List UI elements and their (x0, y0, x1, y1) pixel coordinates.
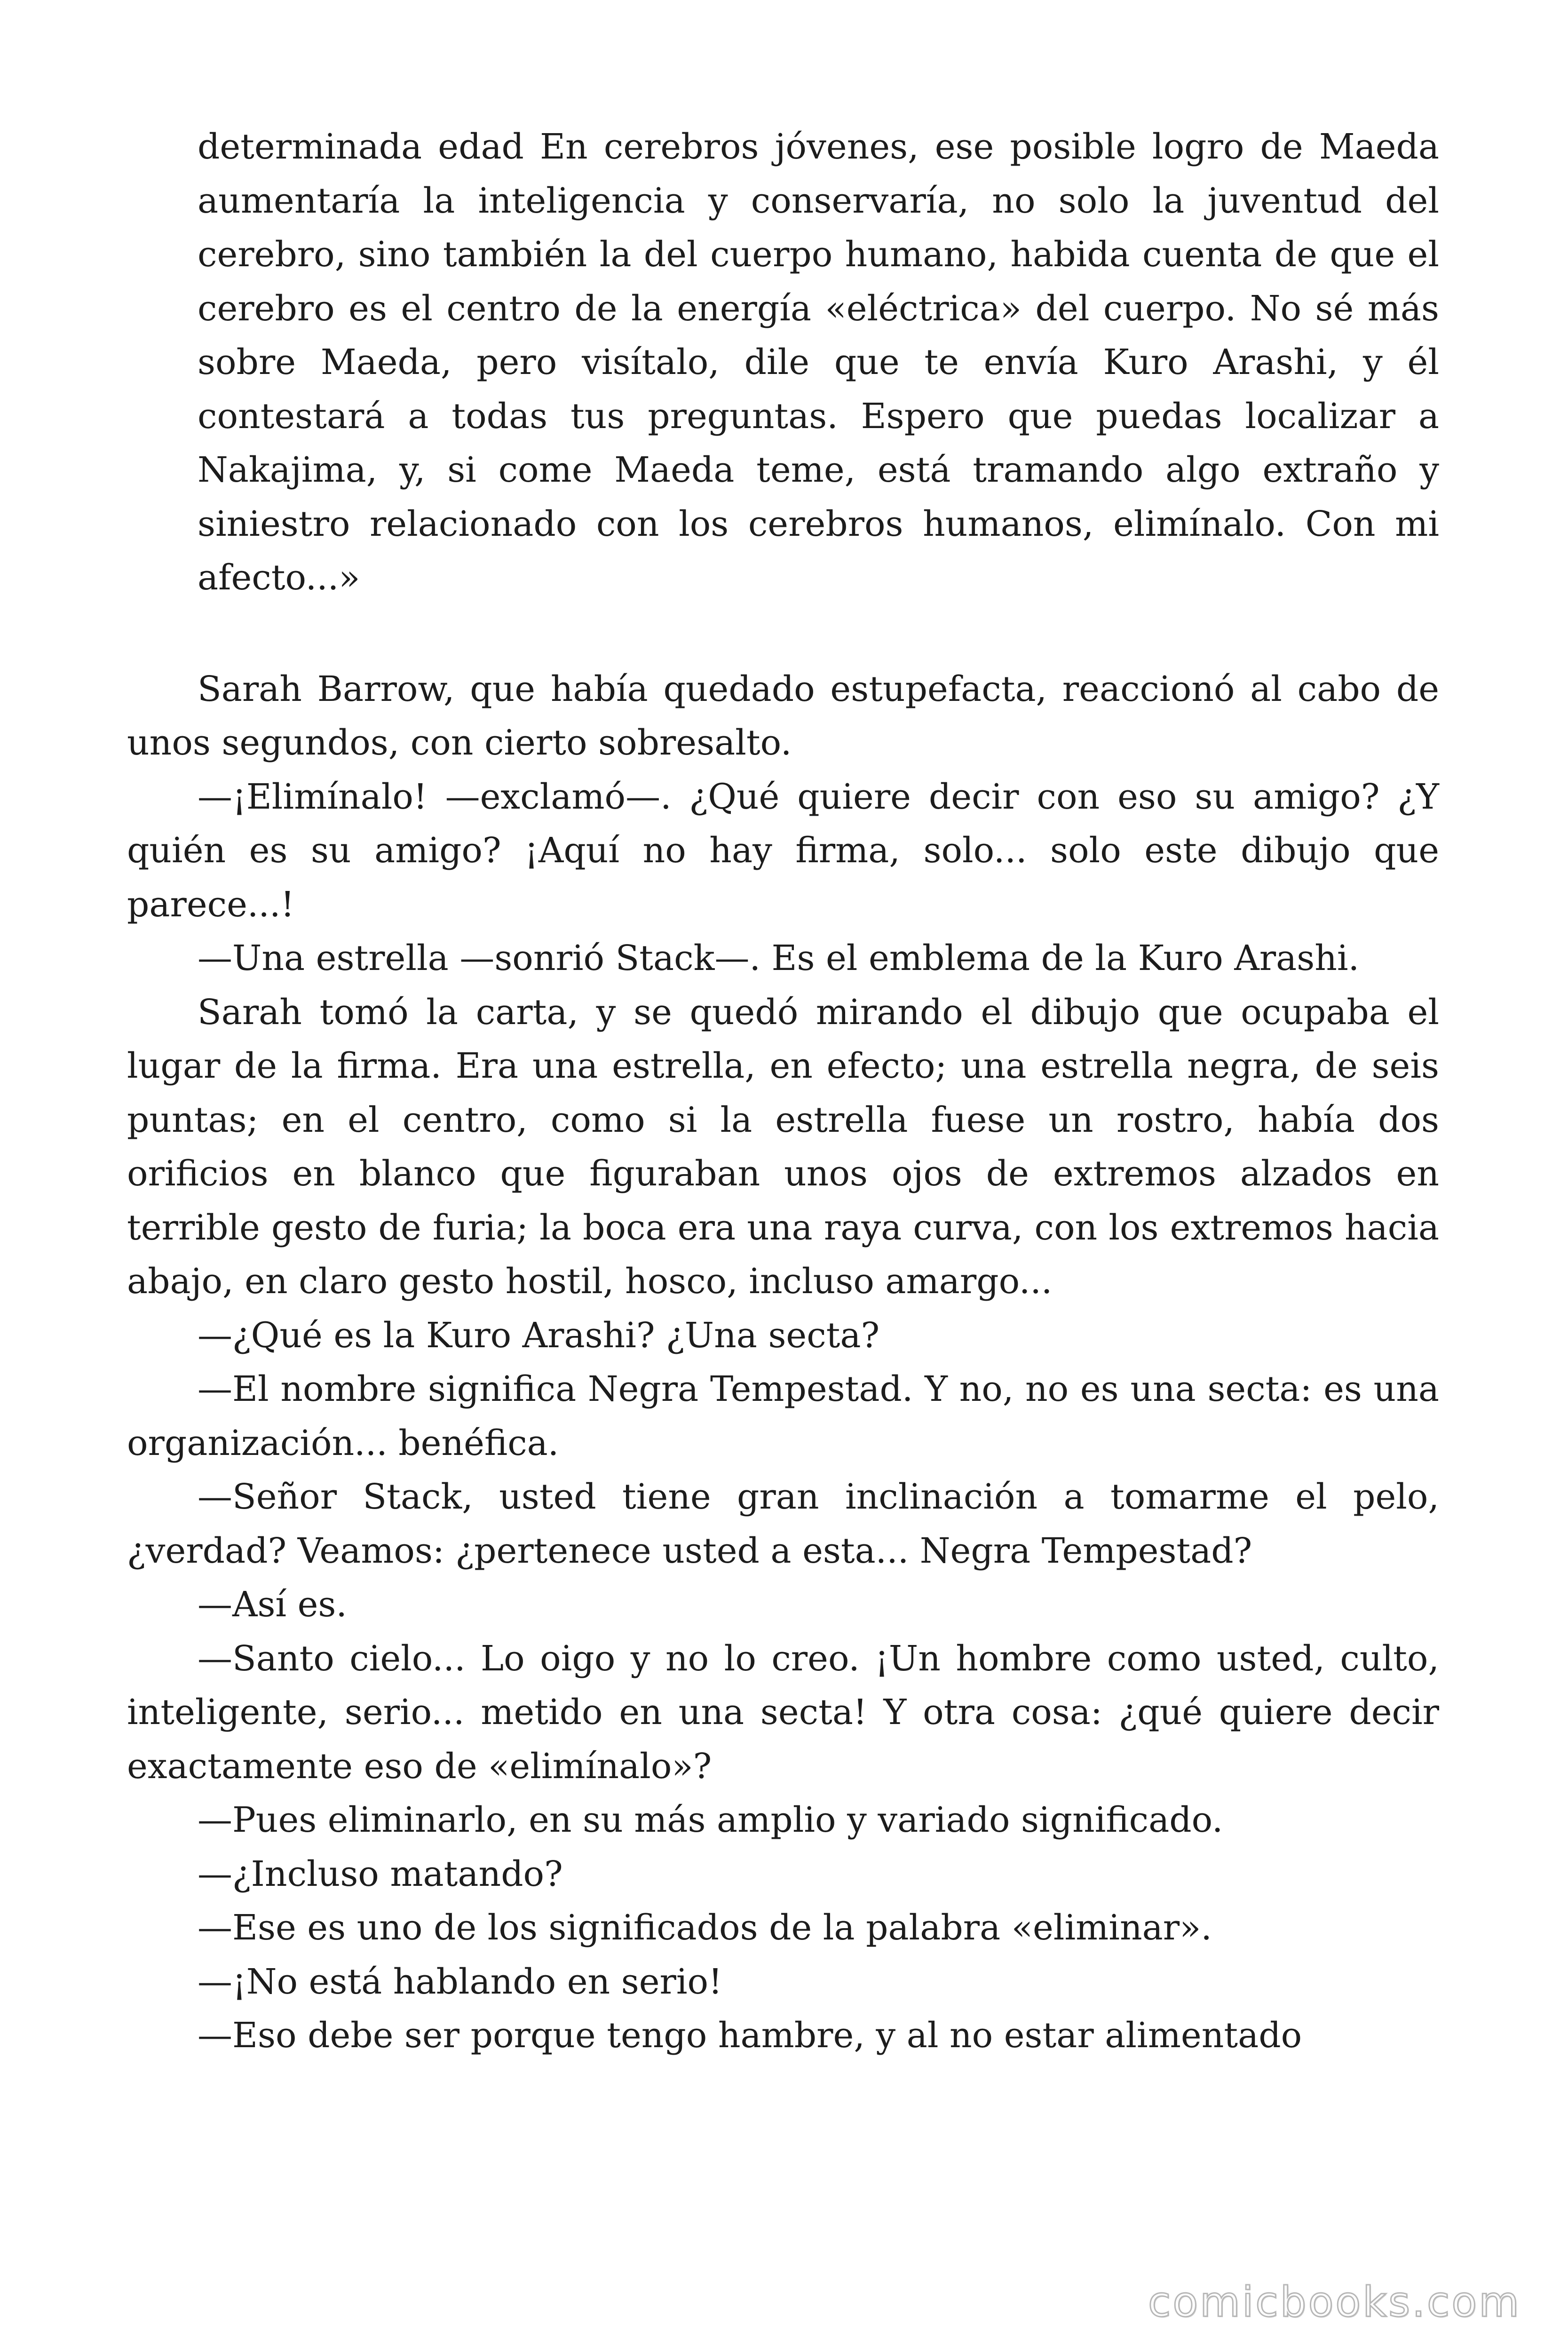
letter-quote (127, 120, 1439, 605)
paragraph: —El nombre significa Negra Tempestad. Y no, no es una secta: es una organización... benéfica. (127, 1369, 1439, 1463)
paragraph: —Señor Stack, usted tiene gran inclinación a tomarme el pelo, ¿verdad? Veamos: ¿pertenece usted a esta... Negra Tempestad? (127, 1477, 1439, 1571)
watermark: comicbooks.com (1148, 2278, 1521, 2326)
paragraph: Sarah tomó la carta, y se quedó mirando el dibujo que ocupaba el lugar de la firma. Era una estrella, en efecto; una estrella negra, de seis puntas; en el centro, como si la estrella fuese un rostro, había dos orificios en blanco que figuraban unos ojos de extremos alzados en terrible gesto de furia; la boca era una raya curva, con los extremos hacia abajo, en claro gesto hostil, hosco, incluso amargo... (127, 992, 1439, 1302)
text-column (127, 120, 1439, 2063)
paragraph: —¡Elimínalo! —exclamó—. ¿Qué quiere decir con eso su amigo? ¿Y quién es su amigo? ¡Aquí no hay firma, solo... solo este dibujo que parece...! (127, 776, 1439, 925)
paragraph: —Eso debe ser porque tengo hambre, y al no estar alimentado (198, 2015, 1302, 2056)
paragraph: —Pues eliminarlo, en su más amplio y variado significado. (198, 1800, 1223, 1840)
paragraph: —¿Qué es la Kuro Arashi? ¿Una secta? (198, 1315, 880, 1356)
paragraph: —Santo cielo... Lo oigo y no lo creo. ¡Un hombre como usted, culto, inteligente, serio... metido en una secta! Y otra cosa: ¿qué quiere decir exactamente eso de «elimínalo»? (127, 1638, 1439, 1787)
paragraph: Sarah Barrow, que había quedado estupefacta, reaccionó al cabo de unos segundos, con cierto sobresalto. (127, 668, 1439, 763)
paragraph: —¿Incluso matando? (198, 1853, 563, 1894)
paragraph: —Así es. (198, 1584, 347, 1625)
paragraph: —Una estrella —sonrió Stack—. Es el emblema de la Kuro Arashi. (198, 938, 1360, 978)
paragraph: —Ese es uno de los significados de la palabra «eliminar». (198, 1907, 1212, 1948)
quote-paragraph: determinada edad En cerebros jóvenes, ese posible logro de Maeda aumentaría la inteligencia y conservaría, no solo la juventud del cerebro, sino también la del cuerpo humano, habida cuenta de que el cerebro es el centro de la energía «eléctrica» del cuerpo. No sé más sobre Maeda, pero visítalo, dile que te envía Kuro Arashi, y él contestará a todas tus preguntas. Espero que puedas localizar a Nakajima, y, si come Maeda teme, está tramando algo extraño y siniestro relacionado con los cerebros humanos, elimínalo. Con mi afecto...» (198, 127, 1439, 598)
paragraph: —¡No está hablando en serio! (198, 1961, 722, 2002)
narrative-body (127, 662, 1439, 2063)
